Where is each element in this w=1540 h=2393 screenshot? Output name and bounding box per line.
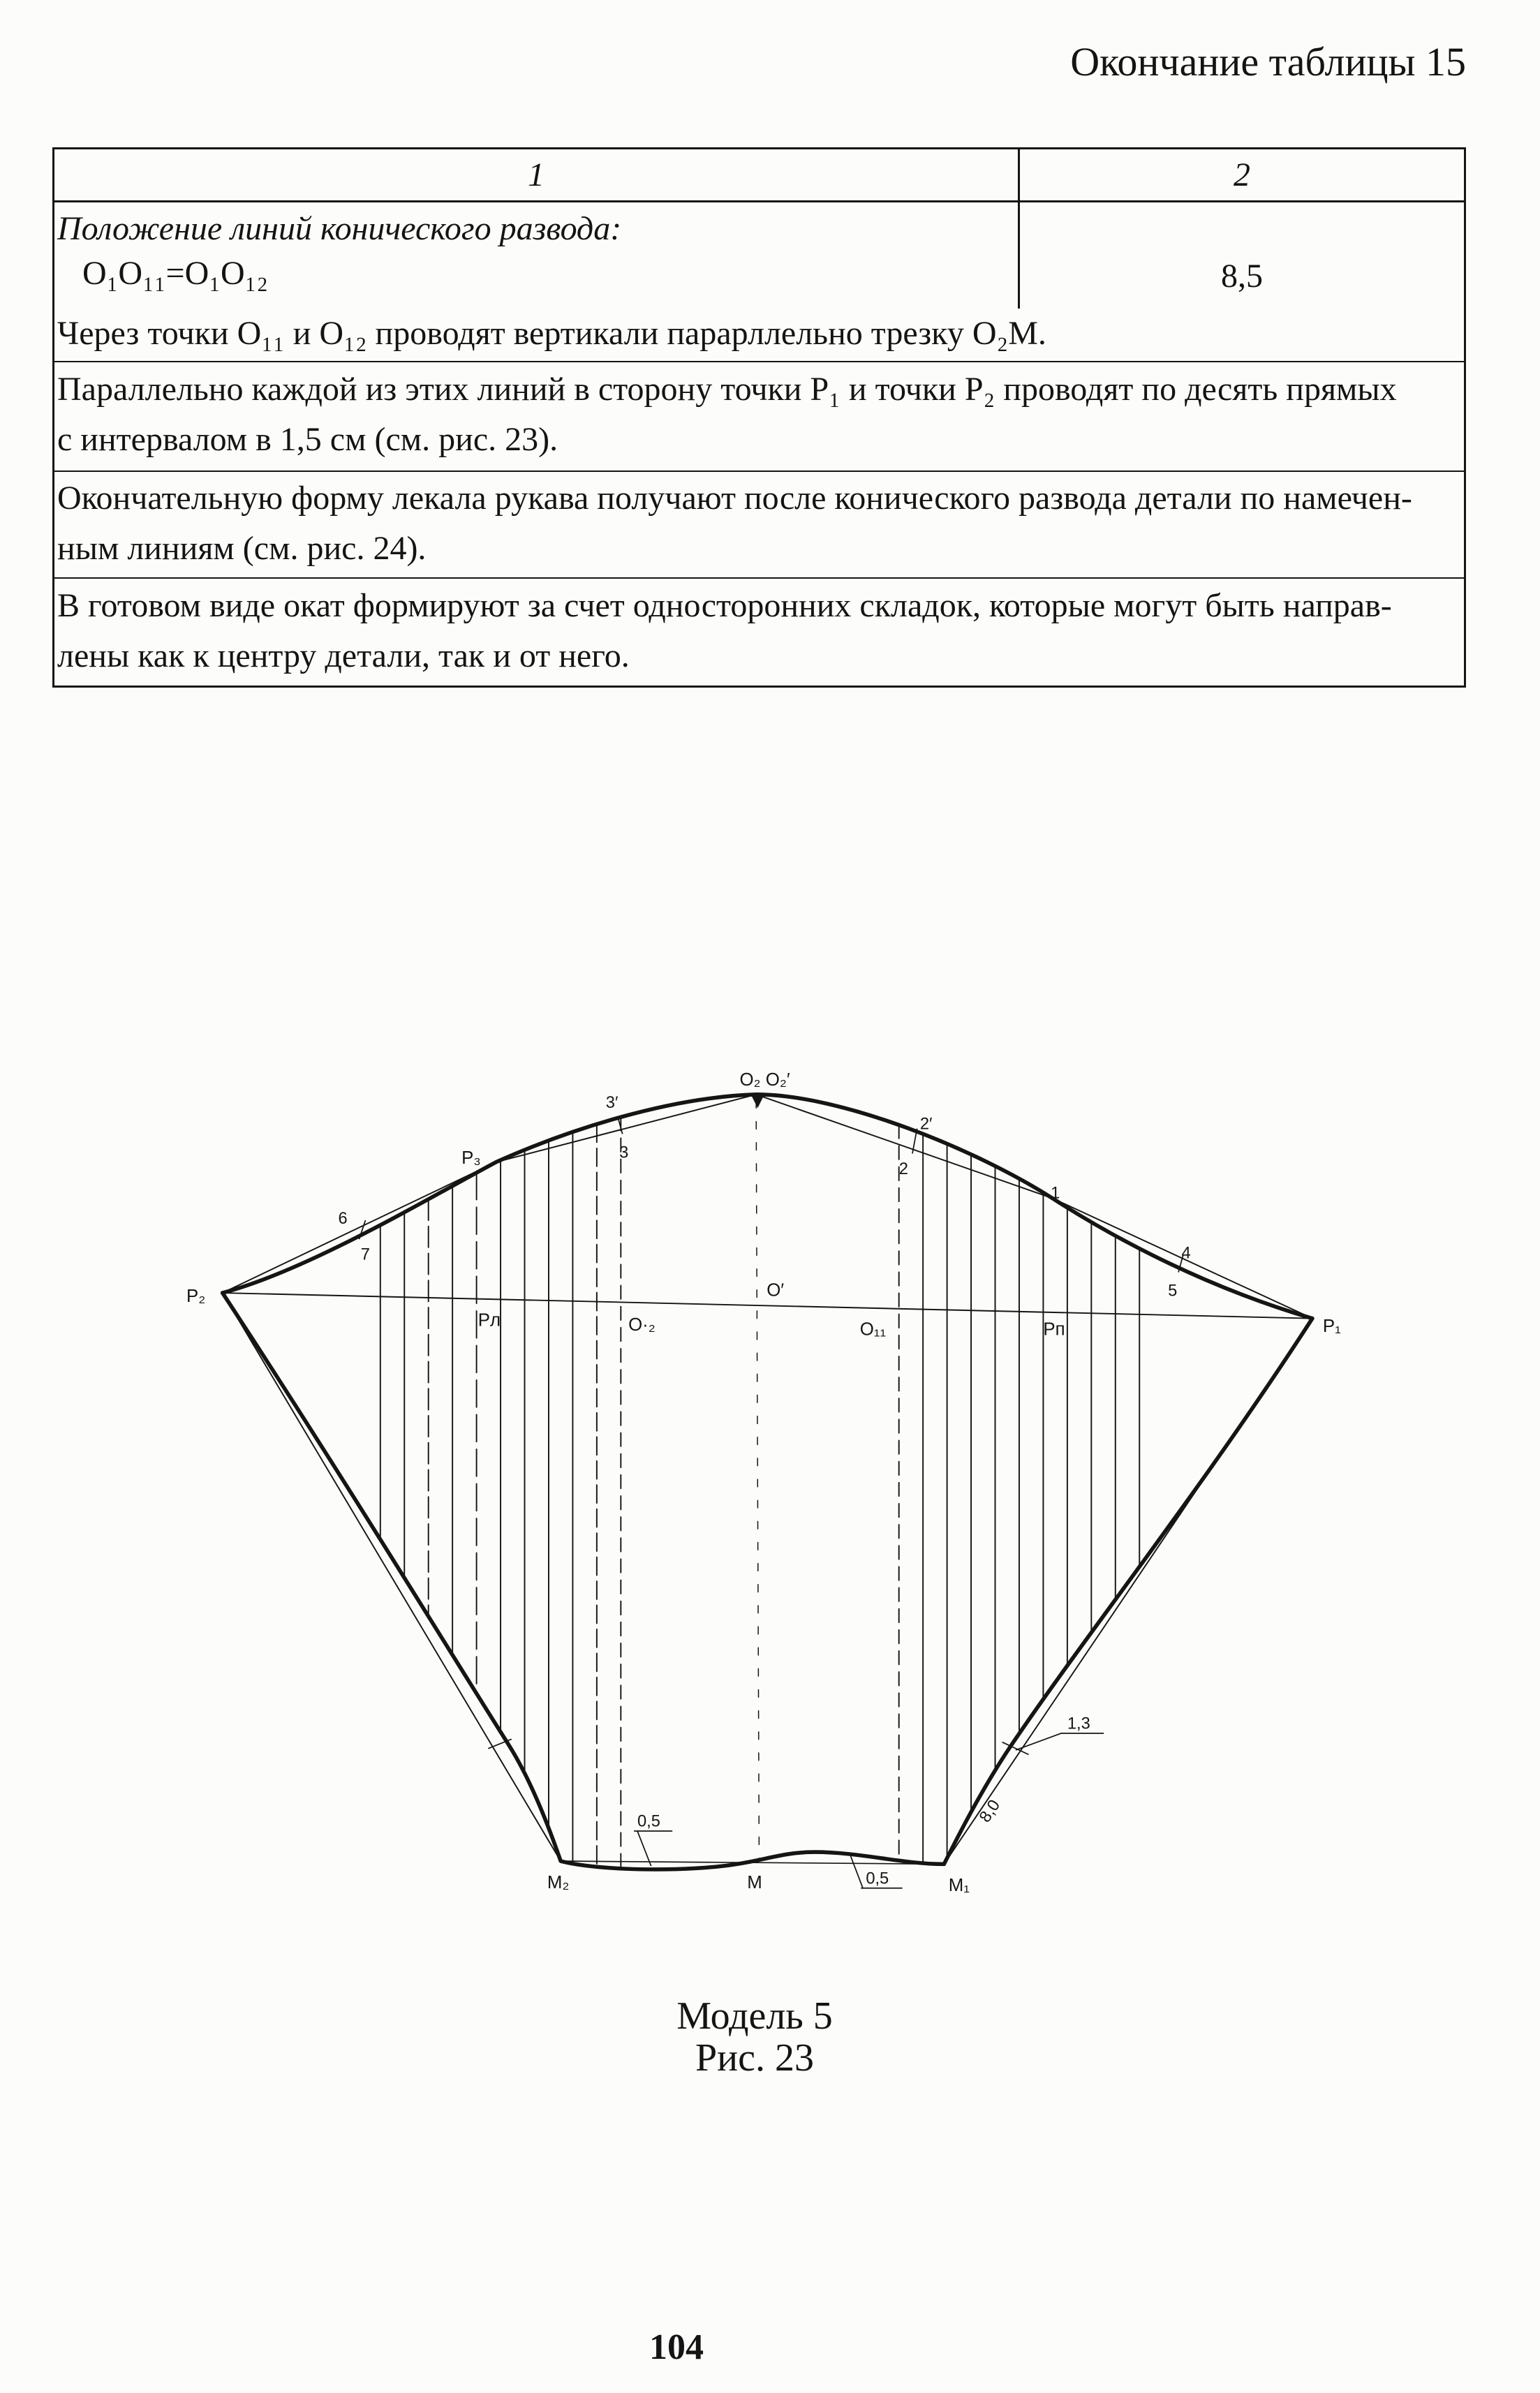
dimension-hem-right: 0,5: [866, 1869, 889, 1888]
label-o1: O′: [767, 1280, 785, 1301]
label-3: 3: [619, 1143, 629, 1162]
label-o2: O₂ O₂′: [739, 1069, 790, 1090]
line-p2-m2: [223, 1293, 561, 1861]
table-continuation-title: Окончание таблицы 15: [1070, 39, 1466, 84]
figure-caption-number: Рис. 23: [695, 2036, 814, 2080]
paragraph-line: с интервалом в 1,5 см (см. рис. 23).: [57, 421, 558, 458]
label-4: 4: [1181, 1244, 1191, 1263]
row-value: 8,5: [1221, 258, 1263, 295]
row-border: [54, 577, 1464, 579]
row-border: [54, 471, 1464, 472]
header-row-border: [54, 200, 1464, 202]
dimension-hem-left: 0,5: [637, 1812, 660, 1831]
page-number: 104: [649, 2327, 704, 2367]
label-5: 5: [1168, 1282, 1178, 1301]
label-rl: Рл: [477, 1310, 501, 1331]
label-p3: P₃: [461, 1148, 481, 1168]
label-o12: O·₂: [628, 1314, 656, 1335]
paragraph-line: В готовом виде окат формируют за счет односторонних складок, которые могут быть направ-: [57, 587, 1392, 624]
row-formula: O₁O₁₁=O₁O₁₂: [82, 255, 269, 292]
dimension-leaders: [635, 1733, 1104, 1888]
paragraph-line: Через точки O₁₁ и O₁₂ проводят вертикали парарллельно трезку O₂M.: [57, 315, 1046, 352]
construction-geometry: [223, 1095, 1312, 1888]
paragraph-line: лены как к центру детали, так и от него.: [57, 637, 630, 674]
tick-marks: [360, 1117, 1183, 1754]
label-m1: M₁: [948, 1876, 970, 1896]
line-o2-m: [756, 1100, 759, 1861]
tick-mark: [618, 1117, 622, 1134]
o2-marker-icon: [752, 1096, 764, 1108]
dimension-side-length: 8,0: [976, 1796, 1005, 1826]
dim-leader: [851, 1857, 863, 1888]
label-2-prime: 2′: [919, 1115, 933, 1134]
spread-lines-left: [380, 1117, 621, 1868]
paragraph-line: Параллельно каждой из этих линий в сторону точки P₁ и точки P₂ проводят по десять прямых: [57, 371, 1397, 408]
figure-caption-model: Модель 5: [676, 1994, 833, 2038]
label-m: M: [747, 1872, 762, 1892]
row-border: [54, 361, 1464, 362]
label-rp: Рп: [1043, 1319, 1065, 1340]
sleeve-pattern-diagram: [150, 1037, 1428, 1939]
label-2: 2: [898, 1160, 908, 1178]
table-15-continuation: [52, 147, 1466, 688]
column-header-2: 2: [1234, 156, 1250, 193]
dim-leader: [637, 1831, 651, 1866]
label-1: 1: [1051, 1184, 1060, 1203]
point-labels: [186, 1070, 1341, 1895]
label-p2: P₂: [186, 1286, 206, 1306]
label-o11: O₁₁: [859, 1319, 887, 1340]
dimension-side-offset: 1,3: [1067, 1714, 1090, 1733]
label-3-prime: 3′: [605, 1094, 619, 1113]
dim-leader: [1016, 1733, 1062, 1750]
chord-o2-1: [756, 1095, 1052, 1199]
label-6: 6: [338, 1210, 348, 1229]
column-header-1: 1: [528, 156, 545, 193]
sleeve-sides-and-hem: [223, 1293, 1312, 1869]
label-p1: P₁: [1322, 1317, 1341, 1337]
label-m2: M₂: [547, 1872, 570, 1892]
label-7: 7: [360, 1245, 370, 1264]
chord-p2-p3: [223, 1162, 496, 1293]
row-title: Положение линий конического развода:: [57, 210, 622, 247]
paragraph-line: ным линиям (см. рис. 24).: [57, 530, 427, 567]
paragraph-line: Окончательную форму лекала рукава получают после конического развода детали по намечен-: [57, 480, 1412, 517]
